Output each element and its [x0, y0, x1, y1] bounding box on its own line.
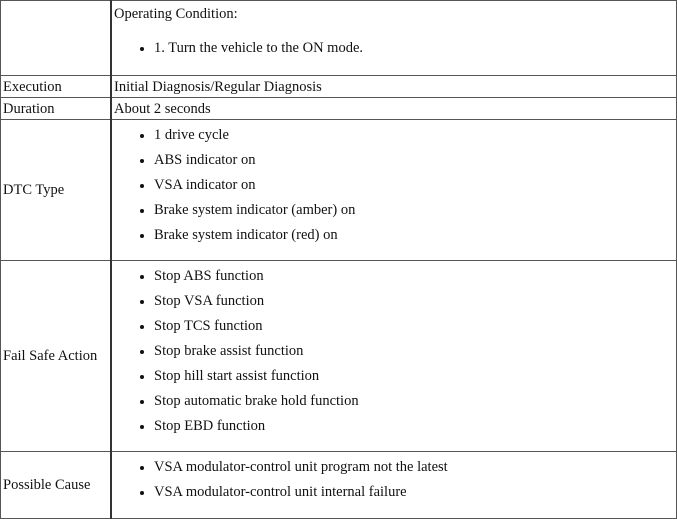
- list-item: • Brake system indicator (amber) on: [154, 198, 676, 223]
- list-item: • 1. Turn the vehicle to the ON mode.: [154, 36, 676, 61]
- dtc-type-value-cell: [111, 120, 677, 261]
- list-item: • Stop ABS function: [154, 264, 676, 289]
- list-item: • Stop TCS function: [154, 314, 676, 339]
- list-item: • 1 drive cycle: [154, 123, 676, 148]
- dtc-type-label: DTC Type: [1, 120, 112, 261]
- list-item: • VSA modulator-control unit program not the latest: [154, 455, 676, 480]
- list-item: • Stop automatic brake hold function: [154, 389, 676, 414]
- possible-cause-list: [114, 455, 676, 505]
- list-item: • Stop hill start assist function: [154, 364, 676, 389]
- dtc-type-list: [114, 123, 676, 248]
- list-item: • ABS indicator on: [154, 148, 676, 173]
- operating-condition-row: [1, 1, 677, 76]
- fail-safe-action-row: [1, 261, 677, 452]
- list-item: • Stop VSA function: [154, 289, 676, 314]
- fail-safe-action-value-cell: [111, 261, 677, 452]
- possible-cause-row: [1, 452, 677, 519]
- list-item: • Brake system indicator (red) on: [154, 223, 676, 248]
- list-item: • VSA indicator on: [154, 173, 676, 198]
- operating-condition-value-cell: [111, 1, 677, 76]
- list-item: • Stop brake assist function: [154, 339, 676, 364]
- possible-cause-label: Possible Cause: [1, 452, 112, 519]
- operating-condition-list: [114, 36, 676, 61]
- operating-condition-label-cell: [1, 1, 112, 76]
- list-item: • VSA modulator-control unit internal failure: [154, 480, 676, 505]
- operating-condition-title: Operating Condition:: [114, 6, 238, 22]
- dtc-type-row: [1, 120, 677, 261]
- list-item: • Stop EBD function: [154, 414, 676, 439]
- duration-value: About 2 seconds: [111, 98, 677, 120]
- execution-label: Execution: [1, 76, 112, 98]
- fail-safe-action-label: Fail Safe Action: [1, 261, 112, 452]
- duration-row: [1, 98, 677, 120]
- possible-cause-value-cell: [111, 452, 677, 519]
- execution-row: [1, 76, 677, 98]
- execution-value: Initial Diagnosis/Regular Diagnosis: [111, 76, 677, 98]
- fail-safe-action-list: [114, 264, 676, 439]
- duration-label: Duration: [1, 98, 112, 120]
